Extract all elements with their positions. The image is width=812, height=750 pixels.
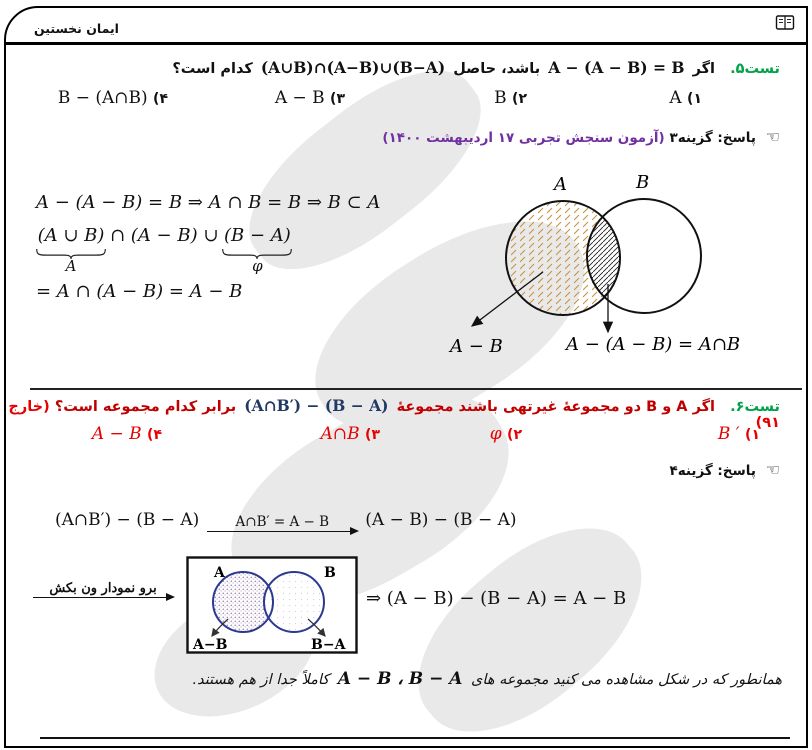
solution5-derivation	[36, 188, 380, 307]
venn-instruction-label: برو نمودار ون بکش	[49, 581, 157, 596]
arrow-shaft	[207, 531, 357, 532]
test5-label: تست۵.	[730, 61, 780, 77]
venn2-label-b: B	[324, 565, 336, 581]
arrow-shaft	[33, 597, 173, 598]
test5-question-post: کدام است؟	[172, 61, 253, 77]
test5-option-4: B − (A∩B) (۴	[57, 88, 168, 108]
test5-answer-reference: (آزمون سنجش تجربی ۱۷ اردیبهشت ۱۴۰۰)	[382, 130, 665, 146]
underbrace-label-2: φ	[252, 257, 263, 275]
arrow-label: A∩B′ = A − B	[235, 513, 330, 530]
test5-question	[172, 58, 780, 77]
venn2-left-label: A−B	[193, 637, 228, 653]
underbrace-label-1: A	[65, 257, 77, 275]
underbrace-group-2: (B − A) φ	[224, 225, 291, 275]
test6-formula: (A∩B′) − (B − A)	[244, 396, 389, 415]
venn-diagram-1	[448, 172, 770, 357]
page-frame	[4, 6, 808, 748]
test5-answer	[382, 127, 780, 146]
test5-answer-text: پاسخ: گزینه۳	[669, 130, 756, 146]
test5-option-3: A − B (۳	[274, 88, 345, 108]
test5-formula-1: A − (A − B) = B	[548, 58, 685, 77]
test5-formula-2: (A∪B)∩(A−B)∪(B−A)	[260, 58, 446, 77]
venn-instruction-arrow	[33, 581, 173, 598]
test6-option-1: B ′ (۱	[717, 424, 760, 444]
footer-note-post: کاملاً جدا از هم هستند.	[192, 672, 330, 688]
test6-option-2: φ (۲	[489, 424, 522, 444]
solution6-result: ⇒ (A − B) − (B − A) = A − B	[366, 588, 627, 609]
book-icon	[774, 13, 796, 33]
author-name: ایمان نخستین	[34, 21, 119, 36]
test5-option-1: A (۱	[669, 88, 702, 108]
test5-question-mid: باشد، حاصل	[453, 61, 541, 77]
footer-note-math: A − B ، B − A	[337, 669, 463, 689]
test6-option-4: A − B (۴	[91, 424, 162, 444]
venn1-label-a: A	[554, 174, 567, 195]
test5-option-2: B (۲	[494, 88, 527, 108]
venn1-region1-label: A − B	[450, 336, 503, 357]
header-divider	[6, 42, 806, 45]
test6-label: تست۶.	[730, 399, 780, 415]
pointing-hand-icon: ☜	[765, 460, 780, 479]
test6-question-pre: اگر A و B دو مجموعهٔ غیرتهی باشند مجموعهٔ	[396, 399, 715, 415]
footer-note-pre: همانطور که در شکل مشاهده می کنید مجموعه های	[471, 672, 782, 688]
venn1-region2-label: A − (A − B) = A∩B	[566, 334, 741, 355]
solution6-transform-line	[55, 510, 517, 530]
bottom-rule	[40, 737, 790, 739]
pointing-hand-icon: ☜	[765, 127, 780, 146]
test6-answer	[669, 460, 780, 479]
test6-source-reference: (خارج ۹۱)	[8, 399, 780, 431]
solution6-formula-left: (A∩B′) − (B − A)	[55, 510, 200, 530]
test5-question-pre: اگر	[692, 61, 715, 77]
test6-answer-text: پاسخ: گزینه۴	[669, 463, 756, 479]
labeled-arrow	[207, 515, 357, 532]
solution5-line1: A − (A − B) = B ⇒ A ∩ B = B ⇒ B ⊂ A	[36, 192, 381, 213]
test6-question-post: برابر کدام مجموعه است؟	[54, 399, 237, 415]
venn1-label-b: B	[636, 172, 650, 193]
underbrace-group-1: (A ∪ B) A	[37, 225, 105, 275]
venn-diagram-2	[186, 556, 358, 654]
venn2-right-label: B−A	[311, 637, 346, 653]
venn2-label-a: A	[214, 565, 225, 581]
footer-note	[22, 668, 782, 691]
solution6-formula-right: (A − B) − (B − A)	[365, 510, 517, 530]
section-divider	[30, 388, 802, 390]
test6-option-3: A∩B (۳	[320, 424, 380, 444]
solution5-line3: = A ∩ (A − B) = A − B	[36, 281, 243, 302]
solution5-line2: (A ∪ B) A ∩ (A − B) ∪ (B − A) φ	[37, 225, 291, 275]
